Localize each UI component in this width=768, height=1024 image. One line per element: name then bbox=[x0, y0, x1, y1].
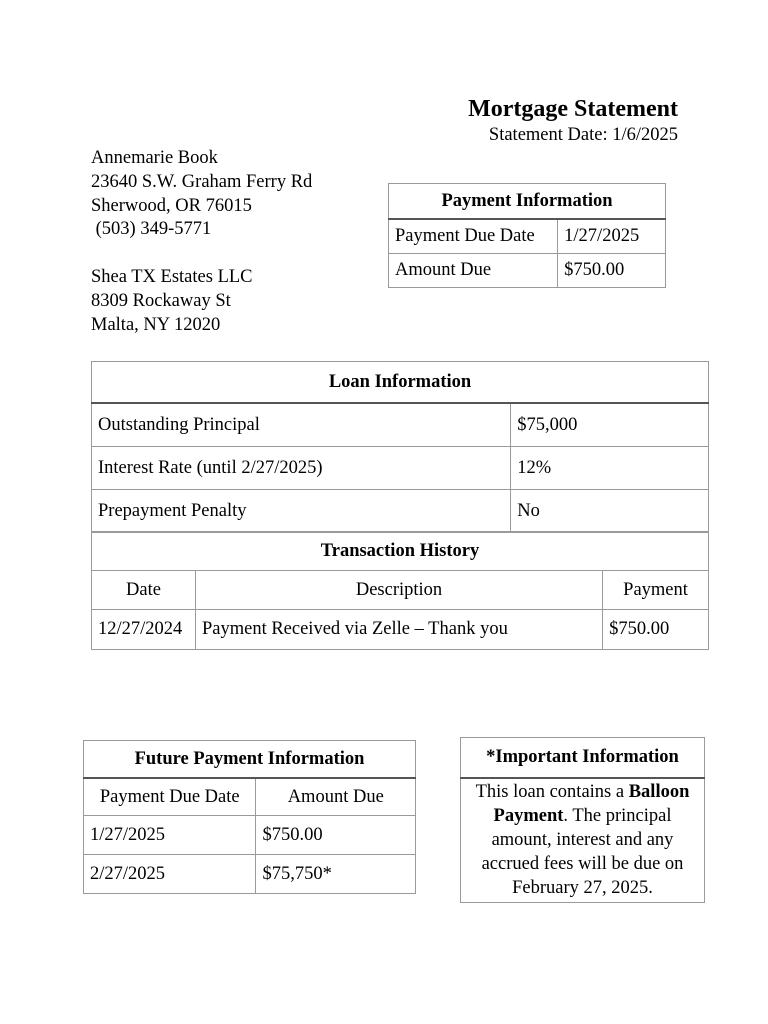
table-row bbox=[84, 855, 416, 894]
interest-rate-value: 12% bbox=[511, 447, 709, 490]
payment-due-date-label: Payment Due Date bbox=[389, 219, 558, 254]
amount-due-label: Amount Due bbox=[389, 254, 558, 288]
table-row bbox=[92, 490, 709, 533]
outstanding-principal-value: $75,000 bbox=[511, 403, 709, 447]
balloon-payment-emphasis: Balloon Payment bbox=[493, 782, 690, 826]
column-header-payment-due-date: Payment Due Date bbox=[84, 778, 256, 816]
table-row bbox=[84, 816, 416, 855]
lender-street: 8309 Rockaway St bbox=[91, 290, 231, 311]
transaction-history-table bbox=[91, 531, 709, 650]
loan-information-title: Loan Information bbox=[92, 362, 709, 404]
lender-city-state-zip: Malta, NY 12020 bbox=[91, 314, 221, 335]
important-information-text bbox=[461, 778, 705, 903]
address-spacer bbox=[91, 242, 371, 266]
table-header-row bbox=[84, 778, 416, 816]
important-text-after: . The principal amount, interest and any accrued fees will be due on February 27, 2025. bbox=[481, 806, 684, 898]
prepayment-penalty-label: Prepayment Penalty bbox=[92, 490, 511, 533]
future-payment-date: 2/27/2025 bbox=[84, 855, 256, 894]
future-payment-amount: $75,750* bbox=[256, 855, 416, 894]
borrower-name: Annemarie Book bbox=[91, 148, 218, 168]
transaction-history-title: Transaction History bbox=[92, 532, 709, 571]
amount-due-value: $750.00 bbox=[558, 254, 666, 288]
column-header-payment: Payment bbox=[603, 571, 709, 610]
statement-header bbox=[400, 94, 678, 146]
transaction-description: Payment Received via Zelle – Thank you bbox=[195, 610, 602, 650]
table-row bbox=[389, 254, 666, 288]
borrower-street: 23640 S.W. Graham Ferry Rd bbox=[91, 171, 313, 192]
important-text-before: This loan contains a bbox=[475, 782, 629, 802]
payment-information-table bbox=[388, 183, 666, 288]
page-title: Mortgage Statement bbox=[468, 96, 678, 122]
future-payment-date: 1/27/2025 bbox=[84, 816, 256, 855]
payment-information-title: Payment Information bbox=[389, 184, 666, 220]
loan-information-table bbox=[91, 361, 709, 533]
borrower-city-state-zip: Sherwood, OR 76015 bbox=[91, 195, 252, 216]
lender-name: Shea TX Estates LLC bbox=[91, 266, 253, 287]
transaction-date: 12/27/2024 bbox=[92, 610, 196, 650]
table-row bbox=[92, 447, 709, 490]
table-header-row bbox=[92, 571, 709, 610]
statement-date-line bbox=[400, 124, 678, 146]
future-payment-information-table bbox=[83, 740, 416, 894]
important-information-box bbox=[460, 737, 705, 903]
prepayment-penalty-value: No bbox=[511, 490, 709, 533]
interest-rate-label: Interest Rate (until 2/27/2025) bbox=[92, 447, 511, 490]
table-row bbox=[389, 219, 666, 254]
table-row bbox=[92, 403, 709, 447]
transaction-payment: $750.00 bbox=[603, 610, 709, 650]
column-header-description: Description bbox=[195, 571, 602, 610]
column-header-date: Date bbox=[92, 571, 196, 610]
outstanding-principal-label: Outstanding Principal bbox=[92, 403, 511, 447]
table-row bbox=[92, 610, 709, 650]
future-payment-amount: $750.00 bbox=[256, 816, 416, 855]
column-header-amount-due: Amount Due bbox=[256, 778, 416, 816]
future-payment-information-title: Future Payment Information bbox=[84, 741, 416, 779]
statement-date-value: 1/6/2025 bbox=[612, 125, 678, 145]
payment-due-date-value: 1/27/2025 bbox=[558, 219, 666, 254]
borrower-phone: (503) 349-5771 bbox=[91, 219, 212, 240]
address-block bbox=[91, 147, 371, 337]
statement-date-label: Statement Date: bbox=[488, 125, 608, 145]
important-information-title: *Important Information bbox=[461, 738, 705, 779]
